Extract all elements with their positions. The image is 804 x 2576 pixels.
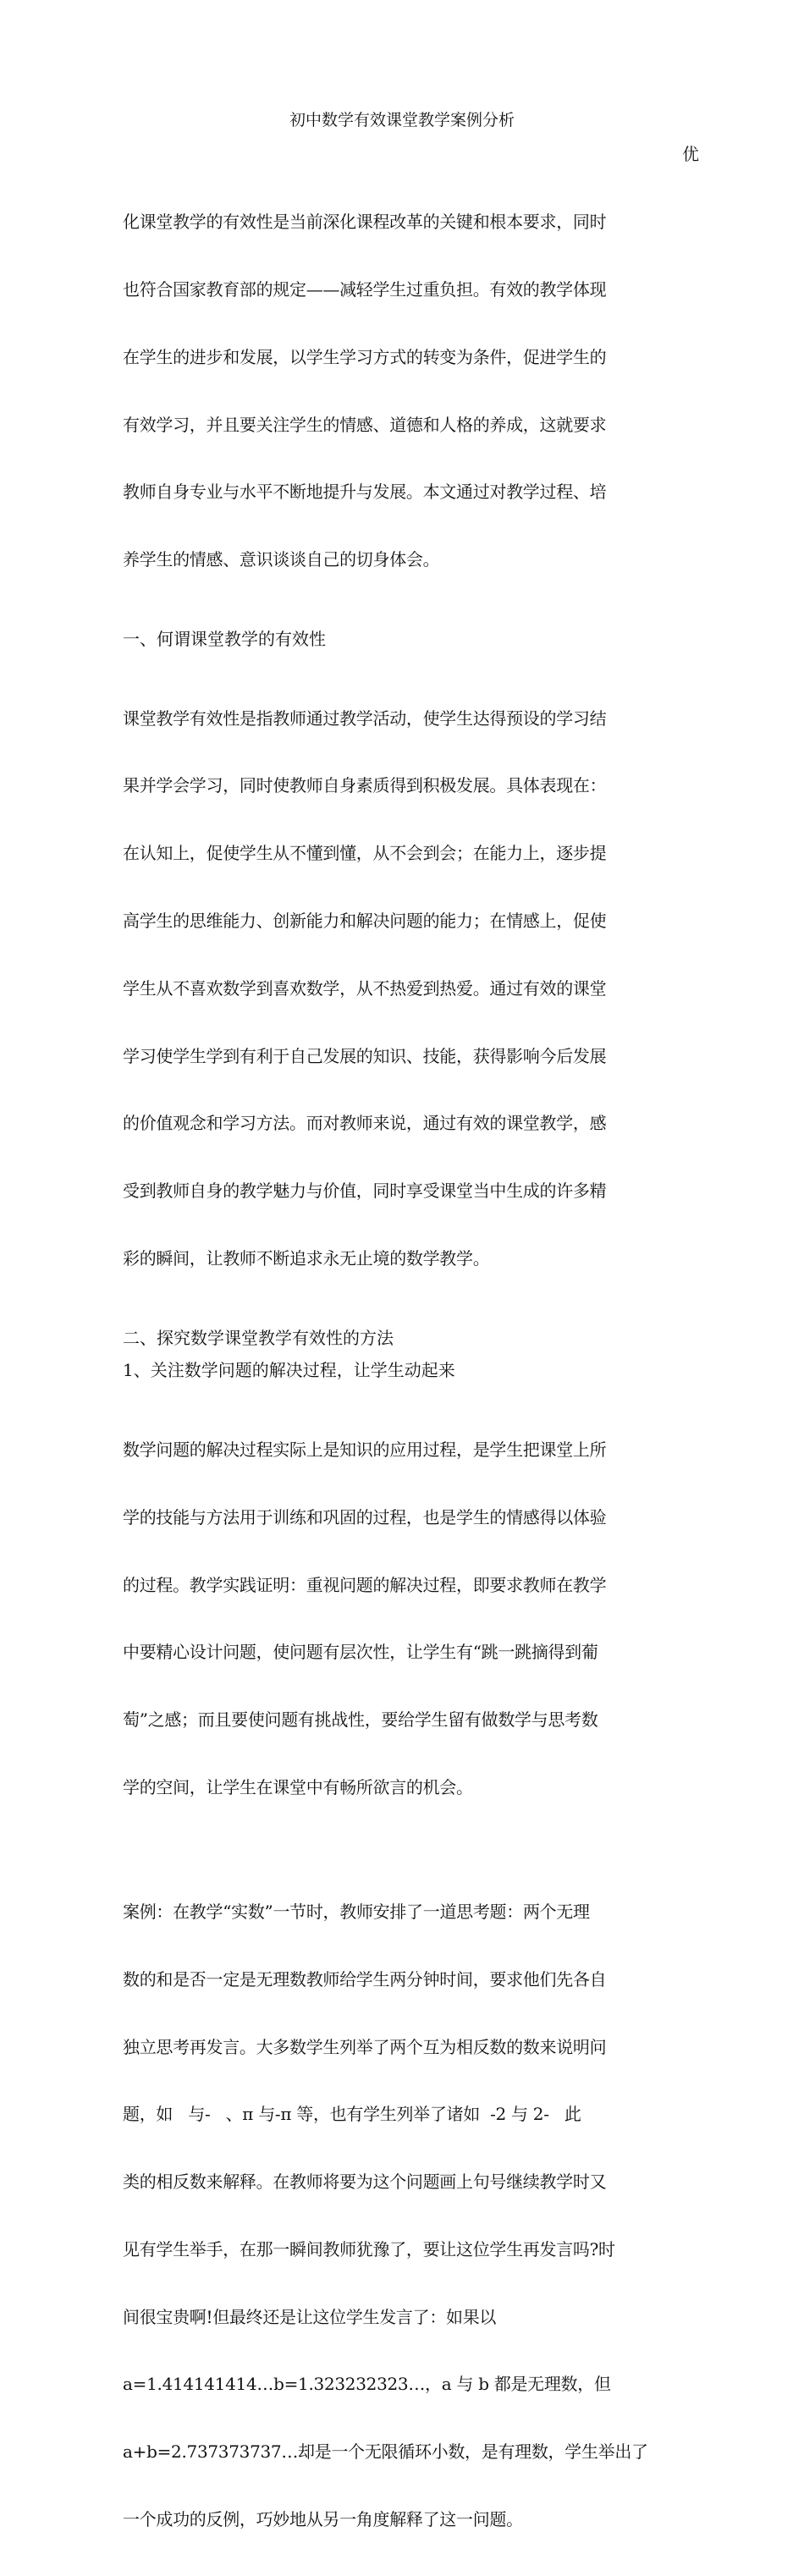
text-line: 学的空间，让学生在课堂中有畅所欲言的机会。 (123, 1776, 473, 1797)
text-line: 学习使学生学到有利于自己发展的知识、技能，获得影响今后发展 (123, 1045, 607, 1066)
text-line: 类的相反数来解释。在教师将要为这个问题画上句号继续教学时又 (123, 2171, 607, 2193)
text-line: 教师自身专业与水平不断地提升与发展。本文通过对教学过程、培 (123, 482, 607, 503)
text-line: 学生从不喜欢数学到喜欢数学，从不热爱到热爱。通过有效的课堂 (123, 977, 607, 999)
text-line: 彩的瞬间，让教师不断追求永无止境的数学教学。 (123, 1247, 490, 1269)
text-line: 果并学会学习，同时使教师自身素质得到积极发展。具体表现在： (123, 775, 607, 796)
text-line: a=1.414141414…b=1.323232323…，a 与 b 都是无理数，但 (123, 2374, 611, 2395)
paragraph-effectiveness (123, 662, 681, 1314)
document-body (123, 166, 681, 2576)
paragraph-case-study (123, 1856, 681, 2576)
text-line: 题，如 与- 、π 与-π 等，也有学生列举了诸如 -2 与 2- 此 (123, 2104, 581, 2125)
text-line: 一个成功的反例，巧妙地从另一角度解释了这一问题。 (123, 2508, 523, 2529)
section-heading-1: 一、何谓课堂教学的有效性 (123, 628, 326, 649)
text-line: 的价值观念和学习方法。而对教师来说，通过有效的课堂教学，感 (123, 1113, 607, 1134)
section-heading-2: 二、探究数学课堂教学有效性的方法 (123, 1327, 394, 1348)
document-title: 初中数学有效课堂教学案例分析 (289, 111, 515, 129)
paragraph-problem-solving (123, 1394, 681, 1844)
text-line: 数学问题的解决过程实际上是知识的应用过程，是学生把课堂上所 (123, 1439, 607, 1461)
text-line: 高学生的思维能力、创新能力和解决问题的能力；在情感上，促使 (123, 911, 607, 931)
text-line: 也符合国家教育部的规定——减轻学生过重负担。有效的教学体现 (123, 278, 607, 300)
leading-character: 优 (682, 144, 699, 164)
text-line: 受到教师自身的教学魅力与价值，同时享受课堂当中生成的许多精 (123, 1181, 607, 1202)
text-line: 中要精心设计问题，使问题有层次性，让学生有“跳一跳摘得到葡 (123, 1642, 598, 1663)
text-line: a+b=2.737373737…却是一个无限循环小数，是有理数，学生举出了 (123, 2441, 648, 2463)
subsection-heading-1: 1、关注数学问题的解决过程，让学生动起来 (123, 1360, 455, 1381)
text-line: 独立思考再发言。大多数学生列举了两个互为相反数的数来说明问 (123, 2036, 607, 2057)
text-line: 课堂教学有效性是指教师通过教学活动，使学生达得预设的学习结 (123, 707, 607, 729)
intro-paragraph (123, 166, 681, 616)
text-line: 见有学生举手，在那一瞬间教师犹豫了，要让这位学生再发言吗?时 (123, 2238, 615, 2260)
text-line: 在认知上，促使学生从不懂到懂，从不会到会；在能力上，逐步提 (123, 843, 607, 864)
text-line: 有效学习，并且要关注学生的情感、道德和人格的养成，这就要求 (123, 414, 607, 435)
text-line: 间很宝贵啊!但最终还是让这位学生发言了：如果以 (123, 2306, 497, 2327)
text-line: 数的和是否一定是无理数教师给学生两分钟时间，要求他们先各自 (123, 1968, 607, 1990)
text-line: 化课堂教学的有效性是当前深化课程改革的关键和根本要求，同时 (123, 212, 607, 233)
text-line: 萄”之感；而且要使问题有挑战性，要给学生留有做数学与思考数 (123, 1709, 598, 1731)
text-line: 养学生的情感、意识谈谈自己的切身体会。 (123, 549, 440, 570)
text-line: 在学生的进步和发展，以学生学习方式的转变为条件，促进学生的 (123, 346, 607, 367)
text-line: 的过程。教学实践证明：重视问题的解决过程，即要求教师在教学 (123, 1574, 607, 1595)
text-line: 学的技能与方法用于训练和巩固的过程，也是学生的情感得以体验 (123, 1506, 607, 1527)
text-line: 案例：在教学“实数”一节时，教师安排了一道思考题：两个无理 (123, 1901, 590, 1922)
